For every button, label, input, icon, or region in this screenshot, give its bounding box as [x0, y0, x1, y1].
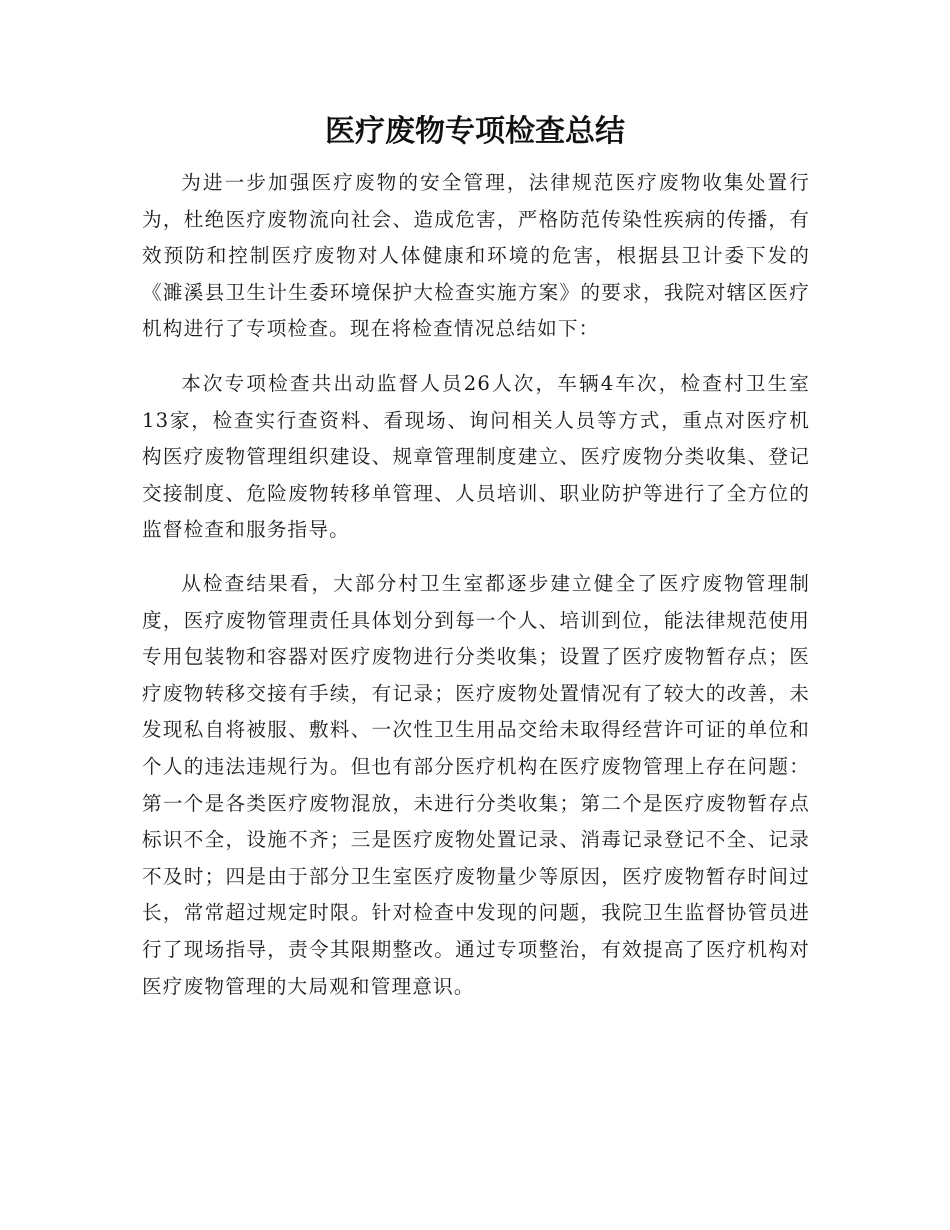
paragraph-findings: 从检查结果看，大部分村卫生室都逐步建立健全了医疗废物管理制度，医疗废物管理责任具体划分到每一个人、培训到位，能法律规范使用专用包装物和容器对医疗废物进行分类收集；设置了医疗废物暂存点；医疗废物转移交接有手续，有记录；医疗废物处置情况有了较大的改善，未发现私自将被服、敷料、一次性卫生用品交给未取得经营许可证的单位和个人的违法违规行为。但也有部分医疗机构在医疗废物管理上存在问题：第一个是各类医疗废物混放，未进行分类收集；第二个是医疗废物暂存点标识不全，设施不齐；三是医疗废物处置记录、消毒记录登记不全、记录不及时；四是由于部分卫生室医疗废物量少等原因，医疗废物暂存时间过长，常常超过规定时限。针对检查中发现的问题，我院卫生监督协管员进行了现场指导，责令其限期整改。通过专项整治，有效提高了医疗机构对医疗废物管理的大局观和管理意识。: [142, 572, 810, 998]
document-title: 医疗废物专项检查总结: [325, 114, 625, 149]
paragraph-intro: 为进一步加强医疗废物的安全管理，法律规范医疗废物收集处置行为，杜绝医疗废物流向社会、造成危害，严格防范传染性疾病的传播，有效预防和控制医疗废物对人体健康和环境的危害，根据县卫计委下发的《濉溪县卫生计生委环境保护大检查实施方案》的要求，我院对辖区医疗机构进行了专项检查。现在将检查情况总结如下：: [142, 171, 810, 341]
paragraph-inspection-scope: 本次专项检查共出动监督人员26人次，车辆4车次，检查村卫生室13家，检查实行查资料、看现场、询问相关人员等方式，重点对医疗机构医疗废物管理组织建设、规章管理制度建立、医疗废物分类收集、登记交接制度、危险废物转移单管理、人员培训、职业防护等进行了全方位的监督检查和服务指导。: [142, 372, 810, 542]
